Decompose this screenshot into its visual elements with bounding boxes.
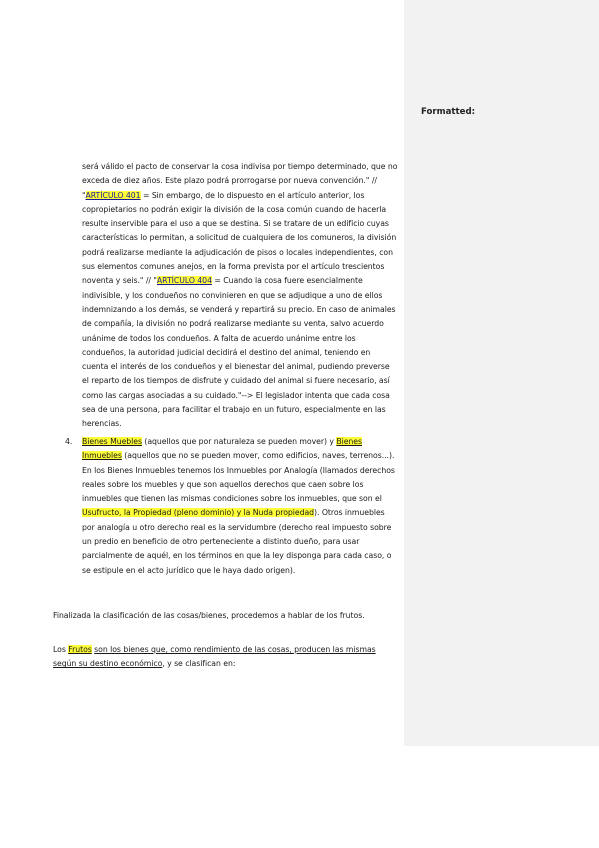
paragraph-frutos (53, 643, 398, 672)
paragraph-articles (82, 160, 398, 432)
text-run: (aquellos que no se pueden mover, como edificios, naves, terrenos...). En los Bienes Inmuebles tenemos los Inmuebles por Analogía (llamados derechos reales sobre los muebles y que son aquellos derechos que caen sobre los inmuebles que tienen las mismas condiciones sobre los inmuebles, que son el (82, 451, 395, 504)
usufructo-term: Usufructo, la Propiedad (pleno dominio) y la Nuda propiedad (82, 508, 315, 518)
text-run: ). Otros inmuebles por analogía u otro derecho real es la servidumbre (derecho real impuesto sobre un predio en beneficio de otro perteneciente a distinto dueño, para usar parcialmente de aquél, en los términos en que la ley disponga para cada caso, o se estipule en el acto jurídico que le haya dado origen). (82, 508, 392, 575)
frutos-term: Frutos (68, 645, 92, 654)
text-run: , y se clasifican en: (162, 659, 236, 669)
list-item-bienes (82, 435, 398, 578)
frutos-definition: son los bienes que, como rendimiento de las cosas, producen las mismas según su destino económico (53, 645, 376, 669)
text-run: = Sin embargo, de lo dispuesto en el artículo anterior, los copropietarios no podrán exigir la división de la cosa común cuando de hacerla resulte inservible para el uso a que se destina. Si se tratare de un edificio cuyas características lo permitan, a solicitud de cualquiera de los comuneros, la división podrá realizarse mediante la adjudicación de pisos o locales independientes, con sus elementos comunes anejos, en la forma prevista por el artículo trescientos noventa y seis." // " (82, 190, 397, 286)
paragraph-finalizada (53, 609, 398, 623)
bienes-muebles-term: Bienes Muebles (82, 437, 142, 446)
list-number: 4. (65, 437, 73, 446)
formatted-label: Formatted: (421, 107, 476, 117)
bienes-inmuebles-term: Bienes Inmuebles (82, 437, 362, 461)
article-401-link[interactable]: ARTÍCULO 401 (85, 190, 141, 200)
paragraph-text: Finalizada la clasificación de las cosas/bienes, procedemos a hablar de los frutos. (53, 611, 365, 620)
text-run: (aquellos que por naturaleza se pueden mover) y (141, 437, 337, 446)
text-run: = Cuando la cosa fuere esencialmente indivisible, y los condueños no convinieren en que se adjudique a uno de ellos indemnizando a los demás, se venderá y repartirá su precio. En caso de animales de compañía, la división no podrá realizarse mediante su venta, salvo acuerdo unánime de todos los condueños. A falta de acuerdo unánime entre los condueños, la autoridad judicial decidirá el destino del animal, teniendo en cuenta el interés de los condueños y el bienestar del animal, pudiendo preverse el reparto de los tiempos de disfrute y cuidado del animal si fuere necesario, así como las cargas asociadas a su cuidado."--> El legislador intenta que cada cosa sea de una persona, para facilitar el trabajo en un futuro, especialmente en las herencias. (82, 276, 396, 429)
text-run: Los (53, 645, 69, 654)
text-run: será válido el pacto de conservar la cosa indivisa por tiempo determinado, que no exceda de diez años. Este plazo podrá prorrogarse por nueva convención." // " (82, 162, 398, 200)
article-404-link[interactable]: ARTÍCULO 404 (156, 276, 212, 286)
